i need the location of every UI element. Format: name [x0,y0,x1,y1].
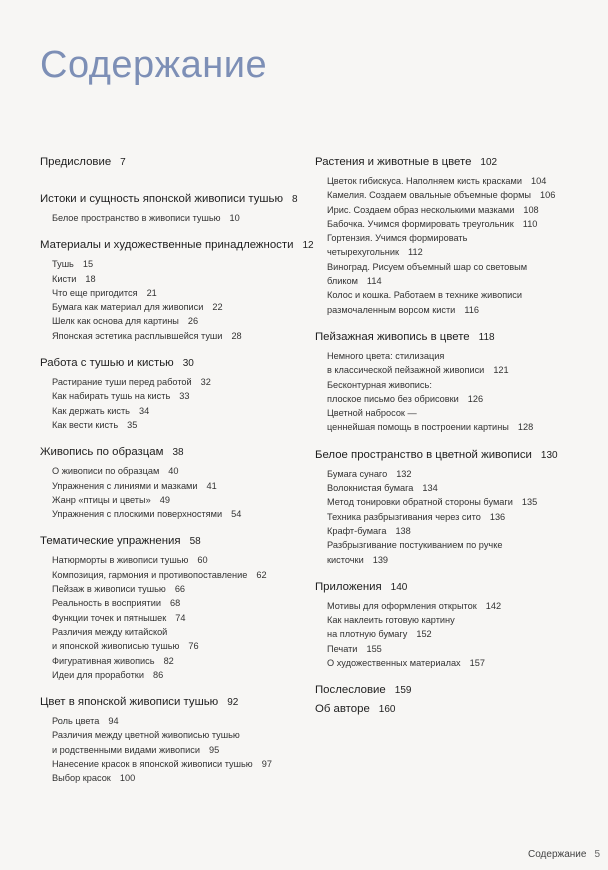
toc-section [315,155,585,317]
entry-title: Различия между китайской [52,626,168,637]
toc-entry[interactable] [327,174,585,188]
entry-title: Волокнистая бумага [327,483,414,494]
entry-title-continued: плоское письмо без обрисовки [327,393,459,404]
section-page-number: 160 [378,704,396,716]
toc-left-column [40,155,314,786]
entry-title-continued: ценнейшая помощь в построении картины [327,422,509,433]
entry-page-number: 138 [395,525,411,536]
section-heading[interactable] [40,238,314,253]
entry-title: Метод тонировки обратной стороны бумаги [327,497,513,508]
toc-section [40,534,302,682]
entry-page-number: 128 [517,422,534,433]
entry-page-number: 41 [206,480,217,491]
entry-title: Как наклеить готовую картину [327,615,455,626]
entry-title: Бабочка. Учимся формировать треугольник [327,218,514,229]
toc-section [315,580,585,670]
entry-title: Выбор красок [52,773,111,784]
entry-title: Камелия. Создаем овальные объемные формы [327,190,532,201]
toc-entry[interactable] [327,642,585,656]
toc-entry[interactable] [52,329,302,343]
section-page-number: 7 [120,157,126,168]
entry-title: Как держать кисть [52,405,130,416]
section-heading[interactable] [315,155,585,170]
toc-entry[interactable] [327,231,585,260]
toc-entry[interactable] [327,260,585,289]
entry-page-number: 116 [464,304,479,315]
entry-page-number: 155 [366,643,382,654]
entry-title: Белое пространство в живописи тушью [52,213,221,223]
section-heading[interactable] [40,192,302,207]
section-page-number: 140 [390,581,408,593]
entry-title: Бумага как материал для живописи [52,302,204,313]
toc-entry[interactable] [52,611,302,625]
entry-title: Идеи для проработки [52,669,144,680]
toc-entry[interactable] [52,211,302,225]
section-heading[interactable] [40,445,302,460]
section-title: Белое пространство в цветной живописи [315,448,532,461]
entry-page-number: 34 [138,405,150,416]
entry-title: Функции точек и пятнышек [52,612,167,623]
toc-entry[interactable] [52,507,302,521]
section-heading[interactable] [40,155,302,170]
toc-entry[interactable] [327,613,585,642]
toc-section [40,192,302,225]
section-page-number: 102 [480,157,498,168]
toc-entry[interactable] [327,481,585,495]
toc-entry[interactable] [327,378,585,407]
entry-page-number: 35 [127,419,138,430]
entry-page-number: 40 [168,466,179,477]
entry-title: Что еще пригодится [52,287,138,298]
entry-title: О художественных материалах [327,658,461,669]
section-heading[interactable] [40,695,302,710]
page-footer [528,849,600,860]
section-title: Пейзажная живопись в цвете [315,330,470,343]
toc-section [40,155,302,170]
section-title: Цвет в японской живописи тушью [40,696,219,709]
toc-entry[interactable] [327,538,585,567]
entry-title: Техника разбрызгивания через сито [327,511,481,522]
toc-entry[interactable] [52,286,302,300]
entry-title-continued: кисточки [327,554,364,565]
toc-entry[interactable] [52,272,302,286]
section-page-number: 30 [182,358,194,370]
entry-title-continued: четырехугольник [327,247,400,258]
entry-title: Шелк как основа для картины [52,316,179,327]
toc-entry[interactable] [52,314,302,328]
entry-title: Немного цвета: стилизация [327,350,445,361]
section-title: Тематические упражнения [40,535,181,548]
entry-title: Виноград. Рисуем объемный шар со световым [327,261,528,272]
section-page-number: 118 [478,331,495,343]
entry-title: Гортензия. Учимся формировать [327,233,468,244]
entry-page-number: 104 [530,176,547,186]
entry-page-number: 22 [212,302,223,313]
section-title: Работа с тушью и кистью [40,357,174,370]
entry-page-number: 95 [209,744,220,755]
entry-title: Нанесение красок в японской живописи тушью [52,759,253,770]
toc-entry[interactable] [327,467,585,481]
entry-title: Кисти [52,273,77,284]
toc-section [40,356,302,432]
entry-title: Колос и кошка. Работаем в технике живописи [327,290,523,301]
toc-entry[interactable] [52,389,302,403]
toc-entry[interactable] [52,668,302,682]
entry-title: Крафт-бумага [327,525,387,536]
entry-title: Печати [327,643,358,654]
section-page-number: 12 [302,240,314,252]
section-title: Послесловие [315,684,386,697]
entry-title: Упражнения с плоскими поверхностями [52,509,223,520]
entry-page-number: 10 [229,213,240,223]
entry-title: Композиция, гармония и противопоставление [52,569,248,580]
entry-title: Японская эстетика расплывшейся туши [52,330,223,341]
toc-entry[interactable] [327,188,585,202]
toc-entry[interactable] [327,349,585,378]
entry-page-number: 68 [170,598,181,609]
entry-page-number: 28 [231,330,242,341]
entry-title: Как вести кисть [52,419,119,430]
entry-page-number: 112 [408,247,423,258]
toc-section [40,238,314,343]
entry-page-number: 60 [197,555,208,566]
toc-entry[interactable] [52,625,302,654]
section-page-number: 58 [189,536,201,548]
section-heading[interactable] [40,534,302,549]
entry-page-number: 62 [256,569,267,580]
entry-page-number: 152 [416,629,432,640]
entry-page-number: 135 [521,497,538,508]
section-heading[interactable] [315,683,585,698]
toc-entry[interactable] [52,375,302,389]
section-page-number: 159 [394,685,412,697]
toc-entry[interactable] [52,582,302,596]
entry-page-number: 126 [467,393,484,404]
toc-entry[interactable] [52,257,302,271]
section-title: Растения и животные в цвете [315,156,472,168]
toc-section [315,448,585,567]
section-heading[interactable] [40,356,302,371]
entry-page-number: 18 [85,273,96,284]
toc-section [315,683,585,698]
toc-entry[interactable] [52,418,302,432]
toc-section [40,445,302,521]
toc-entry[interactable] [52,714,302,728]
toc-entry[interactable] [327,203,585,217]
toc-entry[interactable] [52,596,302,610]
footer-page-number: 5 [594,849,600,860]
toc-entry[interactable] [52,654,302,668]
entry-title: Цветок гибискуса. Наполняем кисть красками [327,176,522,186]
entry-title-continued: размочаленным ворсом кисти [327,304,456,315]
entry-title: О живописи по образцам [52,466,160,477]
toc-section [40,695,302,785]
section-heading[interactable] [315,330,585,345]
toc-entry[interactable] [327,288,585,317]
entry-title: Ирис. Создаем образ несколькими мазками [327,204,515,215]
section-title: Предисловие [40,156,112,168]
entry-page-number: 134 [422,483,438,494]
entry-title: Растирание туши перед работой [52,377,192,388]
section-title: Материалы и художественные принадлежности [40,239,294,252]
entry-title: Пейзаж в живописи тушью [52,584,166,595]
entry-page-number: 136 [489,511,506,522]
toc-entry[interactable] [52,757,302,771]
entry-page-number: 139 [372,554,389,565]
toc-entry[interactable] [327,406,585,435]
section-heading[interactable] [315,580,585,595]
entry-page-number: 82 [163,655,174,666]
entry-page-number: 114 [366,276,382,287]
section-page-number: 130 [540,449,558,461]
toc-section [315,702,585,717]
entry-page-number: 94 [108,716,119,727]
entry-title-continued: бликом [327,276,358,287]
entry-title-continued: и японской живописью тушью [52,641,180,652]
toc-entry[interactable] [327,524,585,538]
toc-entry[interactable] [327,510,585,524]
toc-entry[interactable] [52,568,302,582]
entry-page-number: 74 [175,612,186,623]
toc-entry[interactable] [327,217,585,231]
footer-label: Содержание [527,849,587,860]
toc-entry[interactable] [52,464,302,478]
entry-page-number: 33 [179,391,190,402]
toc-entry[interactable] [327,599,585,613]
entry-title: Роль цвета [52,716,100,727]
entry-title: Бумага сунаго [327,468,388,479]
entry-page-number: 100 [119,773,136,784]
entry-page-number: 121 [493,365,509,376]
entry-page-number: 15 [82,259,94,270]
toc-entry[interactable] [327,656,585,670]
section-page-number: 92 [227,697,239,709]
entry-title: Жанр «птицы и цветы» [52,494,151,505]
entry-page-number: 21 [146,287,157,298]
entry-page-number: 108 [523,204,539,215]
entry-title: Упражнения с линиями и мазками [52,480,198,491]
entry-page-number: 49 [159,494,170,505]
section-page-number: 8 [292,194,298,205]
toc-entry[interactable] [327,495,585,509]
entry-title: Натюрморты в живописи тушью [52,555,189,566]
section-heading[interactable] [315,702,585,717]
toc-section [315,330,585,435]
entry-title: Бесконтурная живопись: [327,379,432,390]
toc-entry[interactable] [52,771,302,785]
entry-page-number: 26 [187,316,199,327]
entry-title: Цветной набросок — [327,408,417,419]
entry-page-number: 97 [261,759,272,770]
section-title: Истоки и сущность японской живописи тушью [40,193,284,205]
entry-title: Мотивы для оформления открыток [327,600,477,611]
toc-entry[interactable] [52,300,302,314]
page-title: Содержание [40,44,268,86]
entry-title-continued: на плотную бумагу [327,629,408,640]
section-title: Приложения [315,580,382,593]
section-page-number: 38 [172,447,184,459]
entry-title: Различия между цветной живописью тушью [52,730,240,741]
section-title: Об авторе [315,703,370,716]
entry-title: Реальность в восприятии [52,598,161,609]
entry-page-number: 110 [522,218,538,229]
entry-page-number: 86 [152,669,164,680]
entry-page-number: 106 [540,190,556,201]
entry-page-number: 76 [188,641,199,652]
entry-title: Фигуративная живопись [52,655,155,666]
entry-page-number: 54 [231,509,242,520]
section-heading[interactable] [315,448,585,463]
entry-title: Тушь [52,259,74,270]
entry-title-continued: в классической пейзажной живописи [327,365,485,376]
toc-entry[interactable] [52,404,302,418]
entry-page-number: 142 [485,600,502,611]
entry-title: Как набирать тушь на кисть [52,391,171,402]
toc-entry[interactable] [52,493,302,507]
section-title: Живопись по образцам [40,446,164,459]
entry-page-number: 32 [200,377,211,388]
entry-page-number: 157 [469,658,485,669]
toc-entry[interactable] [52,553,302,567]
entry-page-number: 132 [396,468,412,479]
toc-entry[interactable] [52,728,302,757]
toc-right-column [315,155,585,717]
entry-title-continued: и родственными видами живописи [52,744,200,755]
toc-entry[interactable] [52,479,302,493]
entry-page-number: 66 [174,584,186,595]
entry-title: Разбрызгивание постукиванием по ручке [327,540,503,551]
